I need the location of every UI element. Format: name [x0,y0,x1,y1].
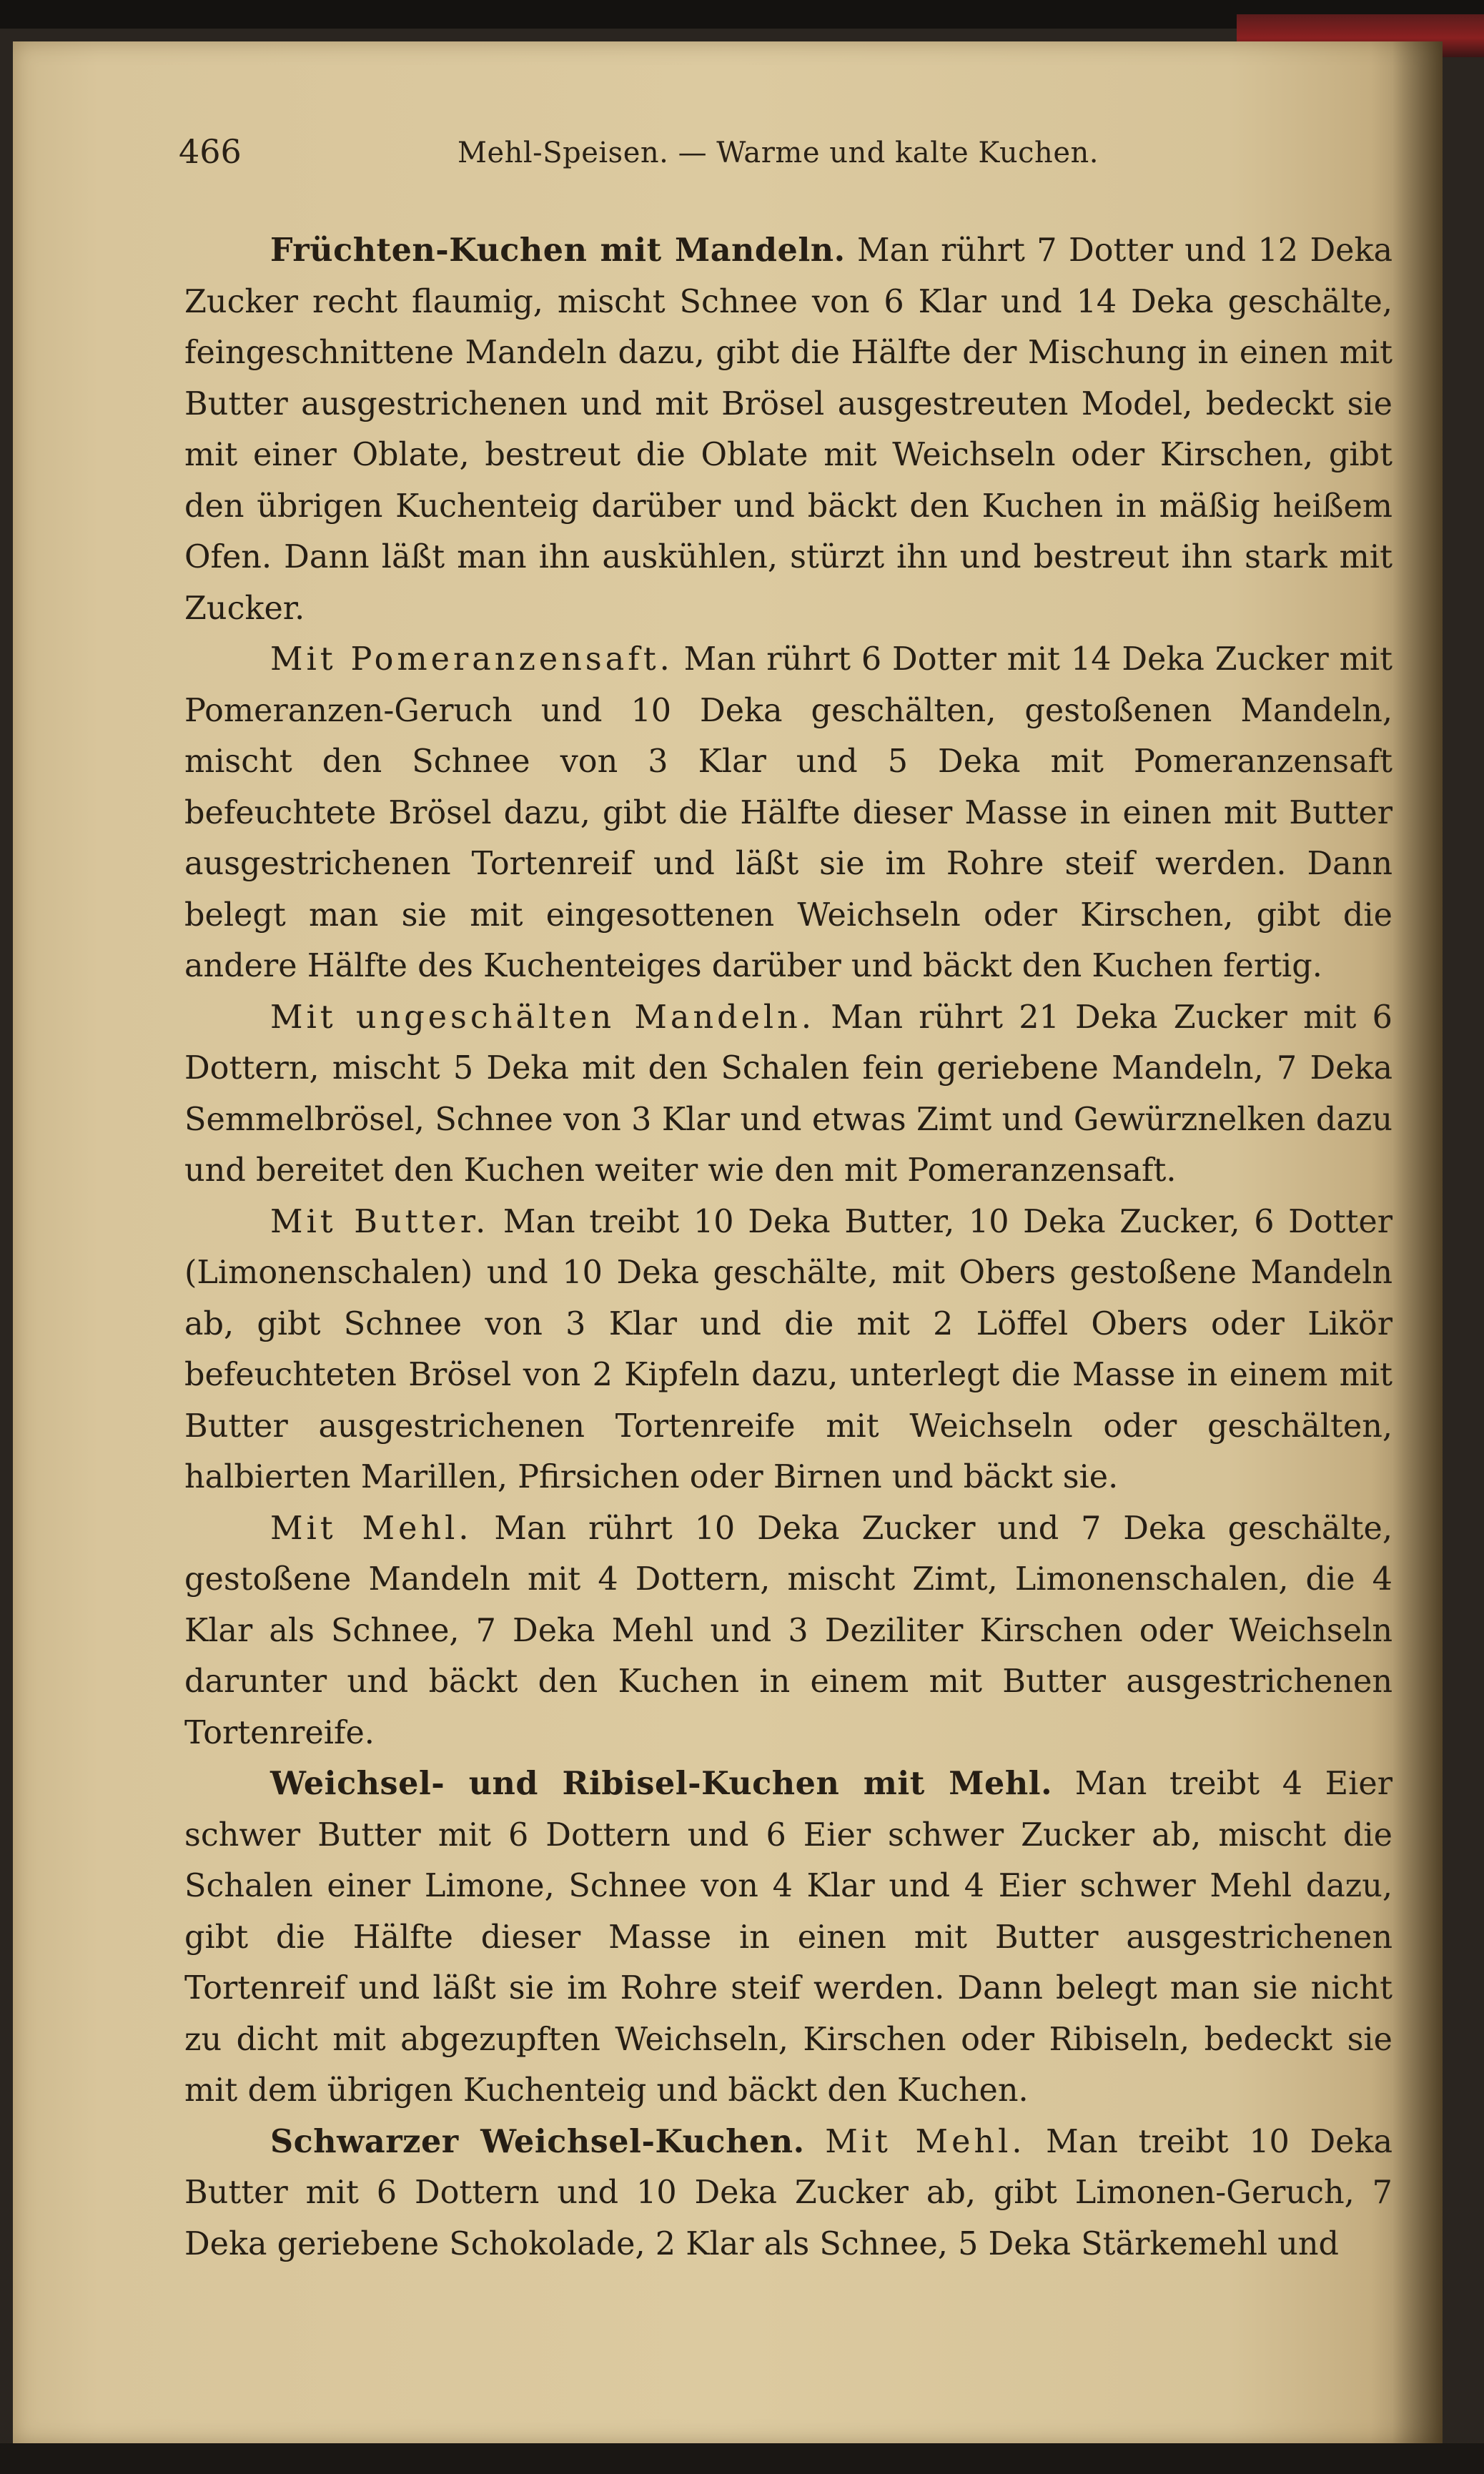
page-number: 466 [179,132,242,171]
scan-bottom-edge [0,2443,1484,2474]
recipe-paragraph [184,634,1393,992]
page-gutter-shadow [1393,41,1443,2443]
variant-heading: Mit Pomeranzensaft. [270,641,673,678]
recipe-text: Man treibt 4 Eier schwer Butter mit 6 Dottern und 6 Eier schwer Zucker ab, mischt die Schalen einer Limone, Schnee von 4 Klar und 4 Eier schwer Mehl dazu, gibt die Hälfte dieser Masse in einen mit Butter ausgestrichenen Tortenreif und läßt sie im Rohre steif werden. Dann belegt man sie nicht zu dicht mit abgezupften Weichseln, Kirschen oder Ribiseln, bedeckt sie mit dem übrigen Kuchenteig und bäckt den Kuchen. [184,1766,1393,2109]
running-head: Mehl-Speisen. — Warme und kalte Kuchen. [457,137,1099,169]
recipe-paragraph [184,2117,1393,2270]
variant-heading: Mit Mehl. [270,1510,473,1547]
recipe-text: Man treibt 10 Deka Butter mit 6 Dottern und 10 Deka Zucker ab, gibt Limonen-Geruch, 7 Deka geriebene Schokolade, 2 Klar als Schnee, 5 Deka Stärkemehl und [184,2123,1393,2262]
page-header [179,132,1394,182]
recipe-text: Man rührt 6 Dotter mit 14 Deka Zucker mit Pomeranzen-Geruch und 10 Deka geschälten, gestoßenen Mandeln, mischt den Schnee von 3 Klar und 5 Deka mit Pomeranzensaft befeuchtete Brösel dazu, gibt die Hälfte dieser Masse in einen mit Butter ausgestrichenen Tortenreif und läßt sie im Rohre steif werden. Dann belegt man sie mit eingesottenen Weichseln oder Kirschen, gibt die andere Hälfte des Kuchenteiges darüber und bäckt den Kuchen fertig. [184,641,1393,984]
page-body [184,225,1393,2270]
variant-heading: Mit Butter. [270,1203,490,1240]
variant-heading: Mit Mehl. [825,2123,1026,2160]
recipe-paragraph [184,1758,1393,2117]
recipe-paragraph [184,225,1393,634]
recipe-heading: Früchten-Kuchen mit Mandeln. [270,232,846,269]
recipe-text: Man treibt 10 Deka Butter, 10 Deka Zucker, 6 Dotter (Limonenschalen) und 10 Deka geschälte, mit Obers gestoßene Mandeln ab, gibt Schnee von 3 Klar und die mit 2 Löffel Obers oder Likör befeuchteten Brösel von 2 Kipfeln dazu, unterlegt die Masse in einem mit Butter ausgestrichenen Tortenreife mit Weichseln oder geschälten, halbierten Marillen, Pfirsichen oder Birnen und bäckt sie. [184,1203,1393,1495]
recipe-text: Man rührt 10 Deka Zucker und 7 Deka geschälte, gestoßene Mandeln mit 4 Dottern, mischt Zimt, Limonenschalen, die 4 Klar als Schnee, 7 Deka Mehl und 3 Deziliter Kirschen oder Weichseln darunter und bäckt den Kuchen in einem mit Butter ausgestrichenen Tortenreife. [184,1510,1393,1751]
variant-heading: Mit ungeschälten Mandeln. [270,999,815,1036]
recipe-text: Man rührt 21 Deka Zucker mit 6 Dottern, mischt 5 Deka mit den Schalen fein geriebene Mandeln, 7 Deka Semmelbrösel, Schnee von 3 Klar und etwas Zimt und Gewürznelken dazu und bereitet den Kuchen weiter wie den mit Pomeranzensaft. [184,999,1393,1189]
recipe-paragraph [184,1503,1393,1759]
recipe-text: Man rührt 7 Dotter und 12 Deka Zucker recht flaumig, mischt Schnee von 6 Klar und 14 Deka geschälte, feingeschnittene Mandeln dazu, gibt die Hälfte der Mischung in einen mit Butter ausgestrichenen und mit Brösel ausgestreuten Model, bedeckt sie mit einer Oblate, bestreut die Oblate mit Weichseln oder Kirschen, gibt den übrigen Kuchenteig darüber und bäckt den Kuchen in mäßig heißem Ofen. Dann läßt man ihn auskühlen, stürzt ihn und bestreut ihn stark mit Zucker. [184,232,1393,627]
recipe-paragraph [184,992,1393,1197]
recipe-paragraph [184,1197,1393,1503]
recipe-heading: Schwarzer Weichsel-Kuchen. [270,2122,805,2160]
recipe-heading: Weichsel- und Ribisel-Kuchen mit Mehl. [270,1765,1053,1802]
